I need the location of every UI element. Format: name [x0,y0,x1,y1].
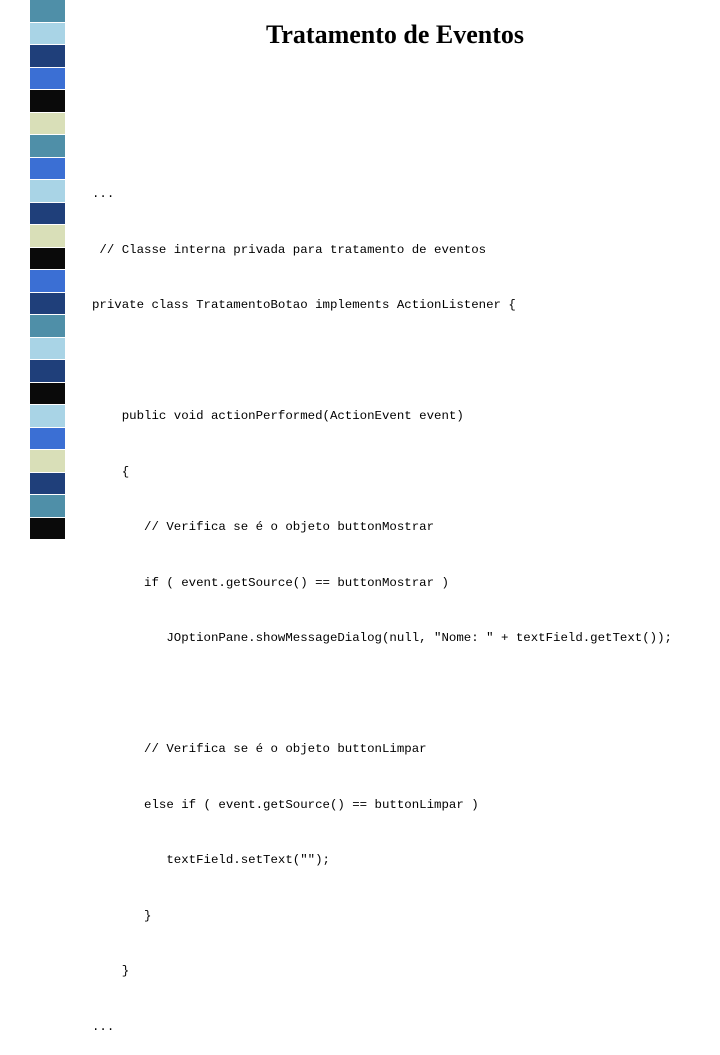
sidebar-color-block [30,293,65,315]
sidebar-color-block [30,428,65,450]
sidebar-color-block [30,0,65,22]
code-line [92,352,672,371]
code-line: textField.setText(""); [92,853,330,867]
code-line: JOptionPane.showMessageDialog(null, "Nome: " + textField.getText()); [92,631,672,645]
code-line: public void actionPerformed(ActionEvent event) [92,409,464,423]
code-line: { [92,464,130,479]
sidebar-color-block [30,473,65,495]
sidebar-color-block [30,383,65,405]
code-line: else if ( event.getSource() == buttonLimpar ) [92,797,479,812]
code-line: // Classe interna privada para tratamento de eventos [92,242,487,257]
sidebar-color-block [30,113,65,135]
sidebar-color-block [30,360,65,382]
code-line: if ( event.getSource() == buttonMostrar ) [92,575,449,590]
slide-title: Tratamento de Eventos [265,20,525,49]
sidebar-color-block [30,158,65,180]
code-line: ... [92,1019,115,1034]
sidebar-color-block [30,225,65,247]
sidebar-color-block [30,270,65,292]
sidebar-color-block [30,518,65,540]
sidebar-color-block [30,180,65,202]
code-line: // Verifica se é o objeto buttonMostrar [92,520,435,534]
decorative-sidebar [30,0,65,540]
code-line: ... [92,187,115,201]
code-line [92,685,672,704]
sidebar-color-block [30,248,65,270]
code-block [92,148,672,1055]
sidebar-color-block [30,135,65,157]
sidebar-color-block [30,68,65,90]
sidebar-color-block [30,405,65,427]
sidebar-color-block [30,315,65,337]
sidebar-color-block [30,450,65,472]
code-line: } [92,908,152,923]
sidebar-color-block [30,495,65,517]
sidebar-color-block [30,90,65,112]
code-line: private class TratamentoBotao implements ActionListener { [92,298,516,312]
sidebar-color-block [30,203,65,225]
code-line: } [92,964,130,978]
code-line: // Verifica se é o objeto buttonLimpar [92,742,427,756]
sidebar-color-block [30,338,65,360]
